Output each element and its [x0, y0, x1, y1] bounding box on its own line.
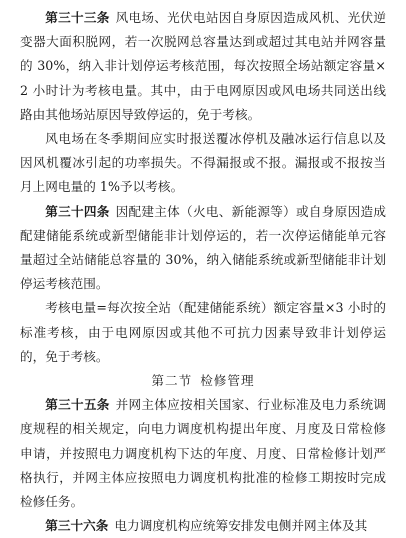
article-text: 电力调度机构应统筹安排发电侧并网主体及其 — [114, 518, 368, 534]
section-heading — [20, 369, 386, 393]
article-number: 第三十五条 — [45, 397, 110, 413]
assessment-paragraph — [20, 296, 386, 369]
paragraph-text: 风电场在冬季期间应实时报送覆冰停机及融冰运行信息以及因风机覆冰引起的功率损失。不得漏报或不报。漏报或不报按当月上网电量的 1%予以考核。 — [20, 131, 386, 195]
article-text: 并网主体应按相关国家、行业标准及电力系统调度规程的相关规定，向电力调度机构提出年度、月度及日常检修申请，并按照电力调度机构下达的年度、月度、日常检修计划严格执行，并网主体应按照电力调度机构批准的检修工期按时完成检修任务。 — [20, 397, 386, 510]
article-34-paragraph — [20, 200, 386, 297]
article-number: 第三十六条 — [45, 518, 109, 534]
article-36-paragraph — [20, 514, 386, 538]
section-number: 第二节 — [151, 373, 193, 389]
article-33-paragraph — [20, 6, 386, 127]
article-35-paragraph — [20, 393, 386, 514]
section-title: 检修管理 — [200, 373, 255, 389]
article-number: 第三十四条 — [45, 203, 110, 219]
article-text: 因配建主体（火电、新能源等）或自身原因造成配建储能系统或新型储能非计划停运的，若一次停运储能单元容量超过全站储能总容量的 30%，纳入储能系统或新型储能非计划停运考核范围。 — [20, 203, 386, 292]
article-number: 第三十三条 — [45, 10, 110, 25]
article-text: 风电场、光伏电站因自身原因造成风机、光伏逆变器大面积脱网，若一次脱网总容量达到或超过其电站并网容量的 30%，纳入非计划停运考核范围，每次按照全场站额定容量×2 小时计为考核电量。其中，由于电网原因或风电场共同送出线路由其他场站原因导致停运的，免于考核。 — [20, 10, 386, 122]
wind-icing-paragraph — [20, 127, 386, 200]
paragraph-text: 考核电量=每次按全站（配建储能系统）额定容量×3 小时的标准考核，由于电网原因或其他不可抗力因素导致非计划停运的，免于考核。 — [20, 300, 386, 364]
